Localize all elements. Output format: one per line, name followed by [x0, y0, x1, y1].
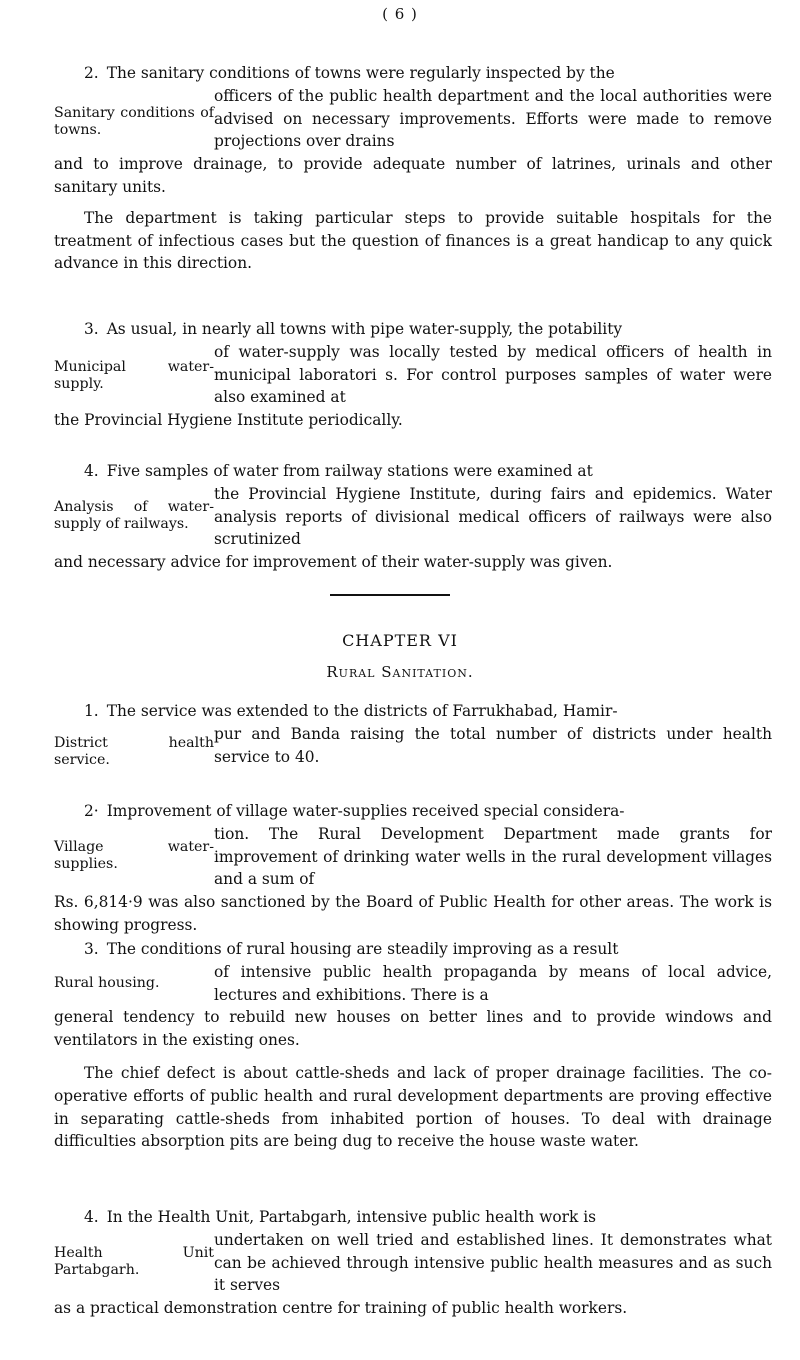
- section-village-water-supplies: [54, 800, 772, 937]
- section-continuation-text: the Provincial Hygiene Institute periodically.: [54, 411, 403, 430]
- margin-heading: Analysis of water-supply of railways.: [54, 498, 214, 532]
- margin-heading: Rural housing.: [54, 974, 160, 991]
- section-number: 4.: [84, 1208, 99, 1226]
- margin-heading: Municipal water-supply.: [54, 358, 214, 392]
- section-extra-paragraph: The department is taking particular steps to provide suitable hospitals for the treatment of infectious cases but the question of finances is a great handicap to any quick advance in this direction.: [54, 208, 772, 273]
- section-body-text: pur and Banda raising the total number of districts under health service to 40.: [214, 724, 772, 766]
- margin-heading: Health Unit Partabgarh.: [54, 1244, 214, 1278]
- section-number: 1.: [84, 702, 99, 720]
- divider-rule: [330, 594, 450, 596]
- section-continuation-text: general tendency to rebuild new houses on better lines and to provide windows and ventilators in the existing ones.: [54, 1008, 772, 1050]
- section-health-unit-partabgarh: [54, 1206, 772, 1320]
- section-number: 3.: [84, 940, 99, 958]
- section-continuation-text: Rs. 6,814·9 was also sanctioned by the Board of Public Health for other areas. The work is showing progress.: [54, 893, 772, 934]
- margin-heading: Sanitary conditions of towns.: [54, 104, 214, 138]
- section-body-text: of water-supply was locally tested by medical officers of health in municipal laboratori s. For control purposes samples of water were also examined at: [214, 342, 772, 407]
- section-lead-text: As usual, in nearly all towns with pipe water-supply, the potability: [106, 320, 623, 338]
- section-continuation-text: and necessary advice for improvement of their water-supply was given.: [54, 553, 613, 572]
- section-number: 4.: [84, 462, 99, 480]
- section-railway-water: [54, 460, 772, 574]
- section-body-text: of intensive public health propaganda by means of local advice, lectures and exhibitions. There is a: [214, 962, 772, 1004]
- section-number: 2·: [84, 802, 99, 820]
- page-number: ( 6 ): [382, 5, 418, 23]
- section-lead-text: In the Health Unit, Partabgarh, intensive public health work is: [106, 1208, 597, 1226]
- section-continuation-text: as a practical demonstration centre for training of public health workers.: [54, 1299, 628, 1318]
- margin-heading: District health service.: [54, 734, 214, 768]
- chapter-subtitle: Rural Sanitation.: [326, 663, 474, 681]
- section-lead-text: Five samples of water from railway stations were examined at: [106, 462, 593, 480]
- section-lead-text: Improvement of village water-supplies received special considera-: [106, 802, 625, 820]
- chapter-title: CHAPTER VI: [342, 631, 458, 650]
- section-rural-housing: [54, 938, 772, 1153]
- section-body-text: undertaken on well tried and established lines. It demonstrates what can be achieved through intensive public health measures and as such it serves: [214, 1230, 772, 1295]
- section-extra-paragraph: The chief defect is about cattle-sheds and lack of proper drainage facilities. The co-operative efforts of public health and rural development departments are proving effective in separating cattle-sheds from inhabited portion of houses. To deal with drainage difficulties absorption pits are being dug to receive the house waste water.: [54, 1063, 772, 1151]
- section-body-text: tion. The Rural Development Department made grants for improvement of drinking water wells in the rural development villages and a sum of: [214, 824, 772, 889]
- margin-heading: Village water-supplies.: [54, 838, 214, 872]
- section-sanitary-conditions: [54, 62, 772, 275]
- section-lead-text: The conditions of rural housing are steadily improving as a result: [106, 940, 619, 958]
- section-lead-text: The service was extended to the districts of Farrukhabad, Hamir-: [106, 702, 618, 720]
- section-continuation-text: and to improve drainage, to provide adequate number of latrines, urinals and other sanitary units.: [54, 155, 772, 196]
- section-body-text: officers of the public health department and the local authorities were advised on necessary improvements. Efforts were made to remove projections over drains: [214, 86, 772, 151]
- section-body-text: the Provincial Hygiene Institute, during fairs and epidemics. Water analysis reports of divisional medical officers of railways were also scrutinized: [214, 484, 772, 549]
- section-municipal-water-supply: [54, 318, 772, 432]
- section-district-health-service: [54, 700, 772, 769]
- section-number: 2.: [84, 64, 99, 82]
- section-lead-text: The sanitary conditions of towns were regularly inspected by the: [106, 64, 615, 82]
- section-number: 3.: [84, 320, 99, 338]
